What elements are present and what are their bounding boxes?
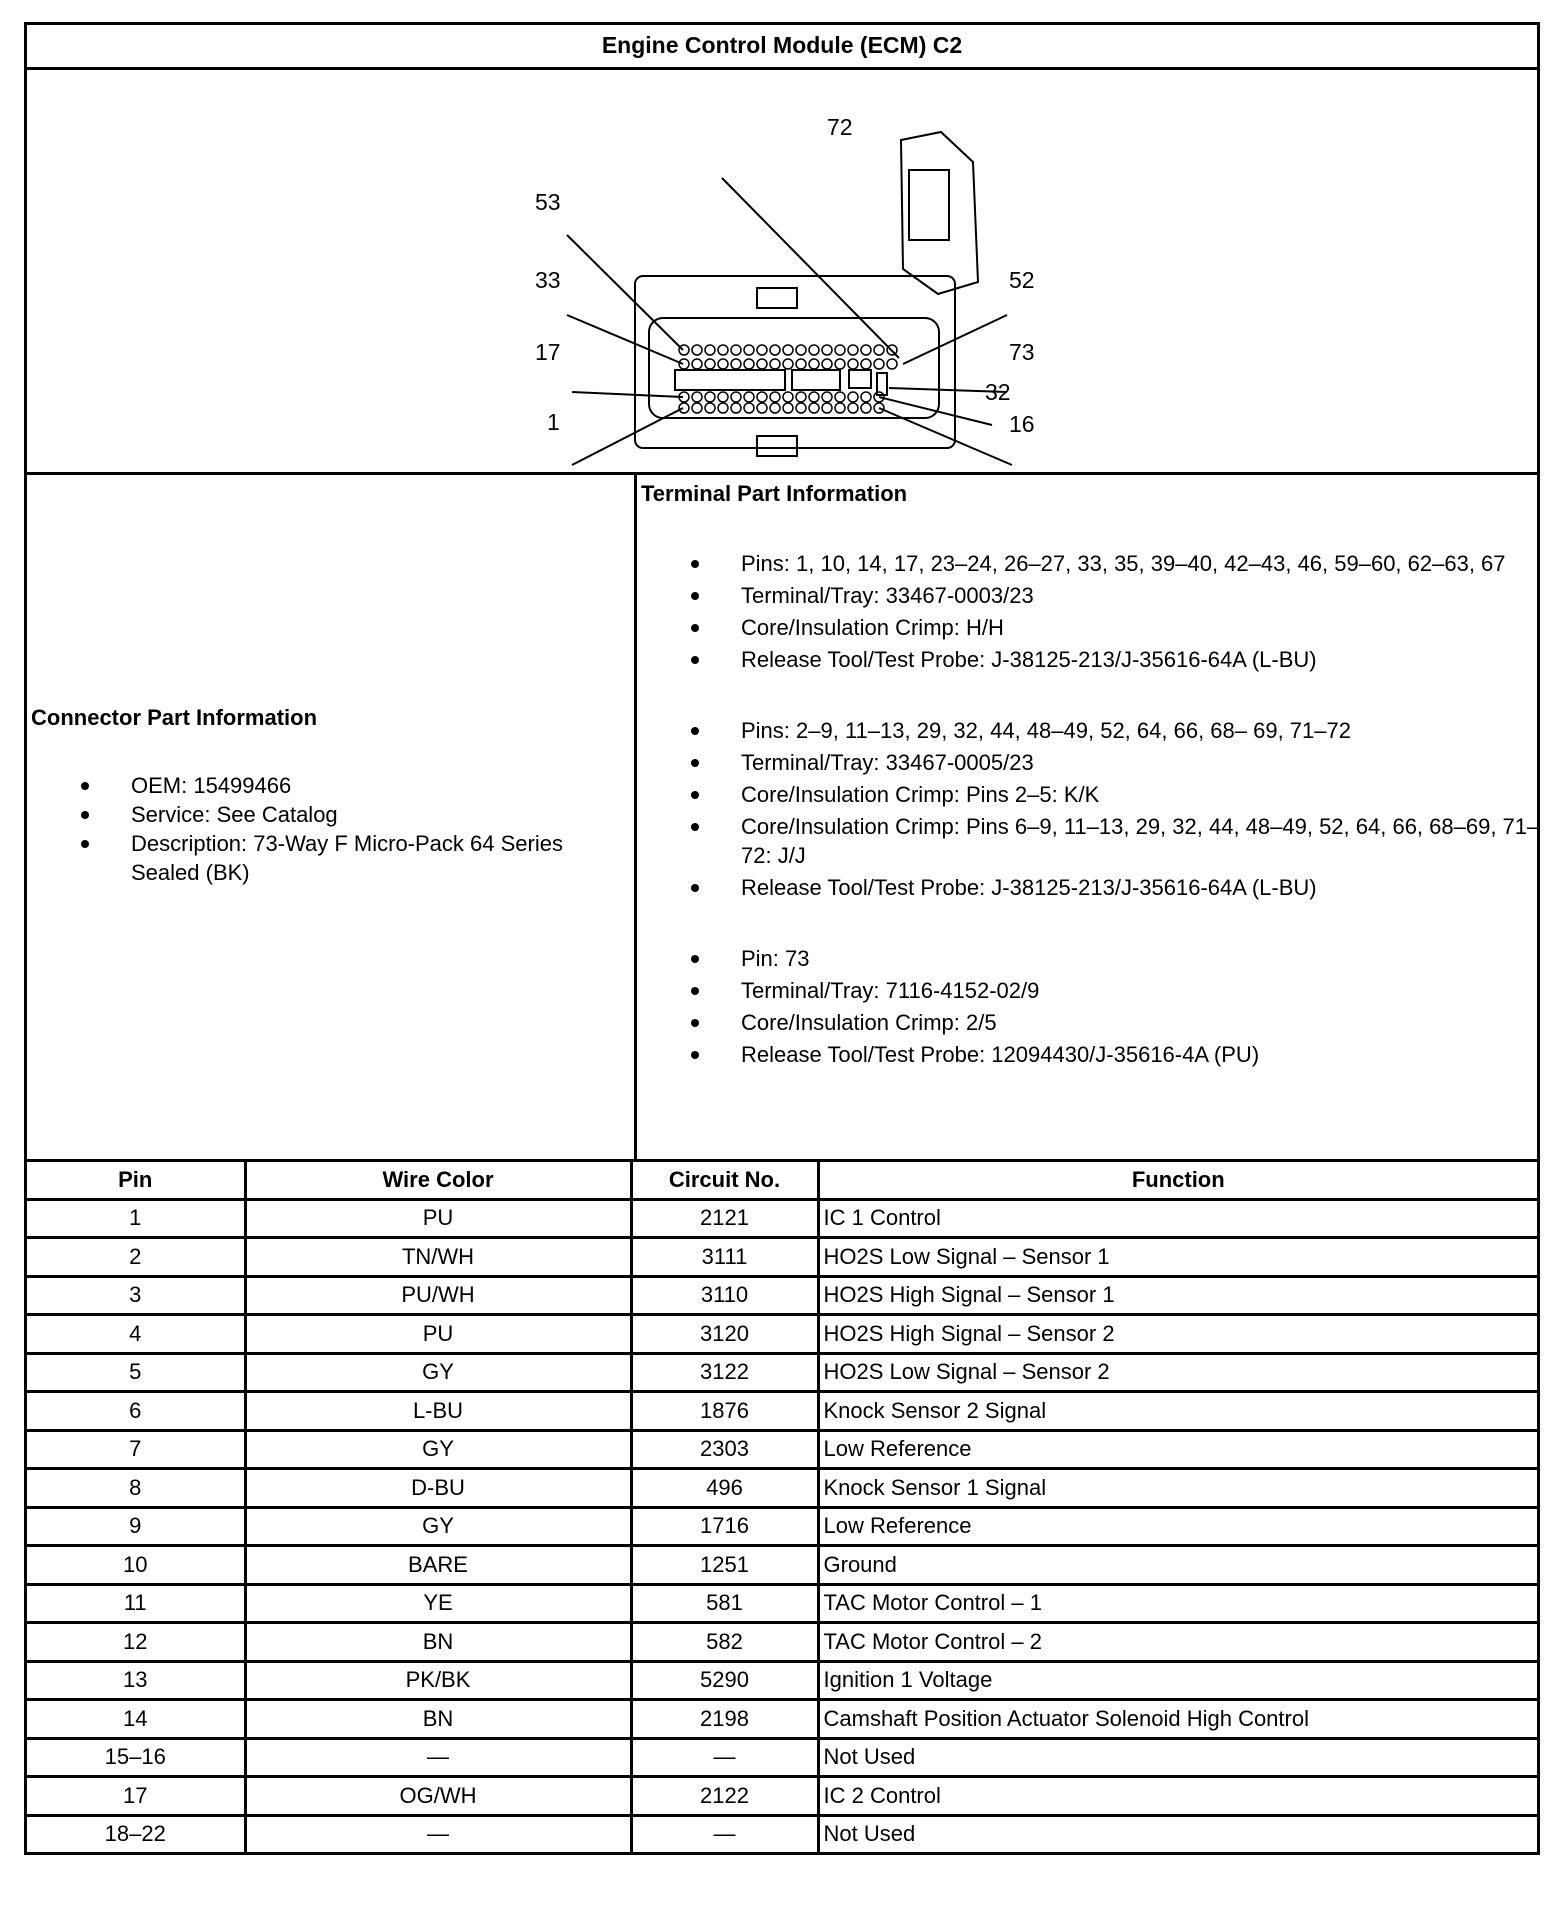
terminal-info-item: Terminal/Tray: 33467-0005/23 (741, 748, 1546, 777)
pin-cavity (731, 392, 741, 402)
pin-cavity (822, 392, 832, 402)
terminal-info-group (741, 944, 1546, 1069)
table-row (27, 1507, 1537, 1546)
pin-cavity (861, 345, 871, 355)
circuit-cell: 2303 (631, 1430, 818, 1469)
col-header-pin: Pin (27, 1162, 245, 1199)
terminal-info-group (741, 549, 1546, 674)
pin-cavity (718, 403, 728, 413)
table-row (27, 1276, 1537, 1315)
pin-cavity (848, 345, 858, 355)
pin-cavity (770, 359, 780, 369)
table-row (27, 1584, 1537, 1623)
pin-cell: 8 (27, 1469, 245, 1508)
pin-cavity (887, 359, 897, 369)
pin-label: 16 (1009, 411, 1035, 437)
pin-label: 53 (535, 189, 561, 215)
pin-cavity (796, 345, 806, 355)
pin-cavity (718, 392, 728, 402)
wire-color-cell: BARE (245, 1546, 631, 1585)
terminal-info-item: Terminal/Tray: 7116-4152-02/9 (741, 976, 1546, 1005)
circuit-cell: 3110 (631, 1276, 818, 1315)
pin-cavity (861, 392, 871, 402)
pin-cavity (744, 359, 754, 369)
wire-color-cell: — (245, 1815, 631, 1852)
table-row (27, 1315, 1537, 1354)
circuit-cell: 3111 (631, 1238, 818, 1277)
connector-info-item: Description: 73-Way F Micro-Pack 64 Series Sealed (BK) (131, 829, 631, 887)
pin-cavity (705, 359, 715, 369)
pin-cavity (744, 403, 754, 413)
pin-cavity (874, 359, 884, 369)
pin-cavity (692, 403, 702, 413)
wire-color-cell: OG/WH (245, 1777, 631, 1816)
function-cell: HO2S Low Signal – Sensor 1 (818, 1238, 1537, 1277)
pin-cavity (848, 392, 858, 402)
terminal-info-heading: Terminal Part Information (641, 481, 908, 506)
col-header-function: Function (818, 1162, 1537, 1199)
terminal-info-item: Release Tool/Test Probe: J-38125-213/J-35616-64A (L-BU) (741, 645, 1546, 674)
wire-color-cell: YE (245, 1584, 631, 1623)
circuit-cell: 3120 (631, 1315, 818, 1354)
pin-cavity (757, 359, 767, 369)
pin-cavity (731, 403, 741, 413)
pin-label: 1 (547, 409, 560, 435)
pin-cell: 4 (27, 1315, 245, 1354)
pin-cavity (783, 392, 793, 402)
pin-cell: 13 (27, 1661, 245, 1700)
terminal-info-item: Pin: 73 (741, 944, 1546, 973)
pin-cavity (770, 345, 780, 355)
function-cell: HO2S High Signal – Sensor 2 (818, 1315, 1537, 1354)
connector-illustration (27, 70, 1537, 472)
connector-info-heading: Connector Part Information (31, 705, 318, 730)
wire-color-cell: L-BU (245, 1392, 631, 1431)
connector-part-info (27, 475, 637, 1159)
pin-cavity (679, 403, 689, 413)
pin-cavity (783, 359, 793, 369)
function-cell: HO2S Low Signal – Sensor 2 (818, 1353, 1537, 1392)
pin-cavity (783, 345, 793, 355)
terminal-info-item: Pins: 1, 10, 14, 17, 23–24, 26–27, 33, 35, 39–40, 42–43, 46, 59–60, 62–63, 67 (741, 549, 1546, 578)
function-cell: Ground (818, 1546, 1537, 1585)
leader-lines (567, 178, 1012, 465)
wire-color-cell: GY (245, 1430, 631, 1469)
circuit-cell: — (631, 1815, 818, 1852)
pin-cavity (731, 359, 741, 369)
pin-cavity (796, 392, 806, 402)
pin-cavity (809, 392, 819, 402)
function-cell: IC 2 Control (818, 1777, 1537, 1816)
function-cell: Knock Sensor 2 Signal (818, 1392, 1537, 1431)
circuit-cell: 1716 (631, 1507, 818, 1546)
pin-cell: 5 (27, 1353, 245, 1392)
circuit-cell: 3122 (631, 1353, 818, 1392)
terminal-part-info (637, 475, 1540, 1159)
connector-info-list (131, 771, 631, 887)
pin-cavity (757, 403, 767, 413)
pin-cell: 7 (27, 1430, 245, 1469)
function-cell: IC 1 Control (818, 1199, 1537, 1238)
pin-cavity (692, 359, 702, 369)
page-title: Engine Control Module (ECM) C2 (27, 25, 1537, 70)
pin-cell: 12 (27, 1623, 245, 1662)
pin-label: 33 (535, 267, 561, 293)
table-row (27, 1469, 1537, 1508)
pin-cavity (718, 359, 728, 369)
pin-cavity (835, 345, 845, 355)
function-cell: Low Reference (818, 1430, 1537, 1469)
pin-cavity (848, 403, 858, 413)
pin-cavity (835, 403, 845, 413)
pin-cavities (679, 345, 897, 413)
pin-cell: 6 (27, 1392, 245, 1431)
table-row (27, 1777, 1537, 1816)
terminal-info-item: Core/Insulation Crimp: Pins 6–9, 11–13, 29, 32, 44, 48–49, 52, 64, 66, 68–69, 71–72: J/J (741, 812, 1546, 870)
pin-cavity (692, 345, 702, 355)
pin-label: 17 (535, 339, 561, 365)
circuit-cell: 1251 (631, 1546, 818, 1585)
table-row (27, 1738, 1537, 1777)
wire-color-cell: — (245, 1738, 631, 1777)
pin-cavity (848, 359, 858, 369)
pin-cavity (796, 403, 806, 413)
pin-cavity (757, 392, 767, 402)
pin-cavity (705, 392, 715, 402)
pin-cavity (822, 345, 832, 355)
connector-diagram (27, 70, 1537, 475)
circuit-cell: 581 (631, 1584, 818, 1623)
pin-label: 32 (985, 379, 1011, 405)
circuit-cell: — (631, 1738, 818, 1777)
terminal-info-item: Release Tool/Test Probe: J-38125-213/J-35616-64A (L-BU) (741, 873, 1546, 902)
circuit-cell: 496 (631, 1469, 818, 1508)
function-cell: Low Reference (818, 1507, 1537, 1546)
connector-end-view-document (24, 22, 1540, 1855)
pin-cell: 9 (27, 1507, 245, 1546)
pin-cell: 15–16 (27, 1738, 245, 1777)
table-row (27, 1546, 1537, 1585)
pin-cell: 1 (27, 1199, 245, 1238)
wire-color-cell: D-BU (245, 1469, 631, 1508)
col-header-wire-color: Wire Color (245, 1162, 631, 1199)
pin-cell: 14 (27, 1700, 245, 1739)
pin-cavity (705, 403, 715, 413)
circuit-cell: 2121 (631, 1199, 818, 1238)
function-cell: Not Used (818, 1738, 1537, 1777)
terminal-info-item: Core/Insulation Crimp: H/H (741, 613, 1546, 642)
pin-label: 52 (1009, 267, 1035, 293)
pin-cavity (835, 359, 845, 369)
pin-cavity (874, 345, 884, 355)
wire-color-cell: PU (245, 1199, 631, 1238)
pin-cavity (822, 359, 832, 369)
pinout-table (27, 1162, 1537, 1852)
function-cell: Camshaft Position Actuator Solenoid High Control (818, 1700, 1537, 1739)
table-row (27, 1430, 1537, 1469)
pin-cavity (770, 392, 780, 402)
table-row (27, 1199, 1537, 1238)
pin-cavity (822, 403, 832, 413)
pin-cavity (861, 359, 871, 369)
terminal-info-group (741, 716, 1546, 902)
pin-cavity (783, 403, 793, 413)
pin-cavity (718, 345, 728, 355)
pin-cavity (861, 403, 871, 413)
wire-color-cell: BN (245, 1700, 631, 1739)
pin-cavity (731, 345, 741, 355)
pin-cavity (809, 345, 819, 355)
terminal-info-item: Core/Insulation Crimp: Pins 2–5: K/K (741, 780, 1546, 809)
wire-color-cell: PU/WH (245, 1276, 631, 1315)
circuit-cell: 5290 (631, 1661, 818, 1700)
pin-cell: 17 (27, 1777, 245, 1816)
pin-cavity (692, 392, 702, 402)
terminal-info-item: Core/Insulation Crimp: 2/5 (741, 1008, 1546, 1037)
pin-cavity (770, 403, 780, 413)
pin-cell: 3 (27, 1276, 245, 1315)
table-row (27, 1623, 1537, 1662)
terminal-info-item: Terminal/Tray: 33467-0003/23 (741, 581, 1546, 610)
circuit-cell: 2198 (631, 1700, 818, 1739)
col-header-circuit: Circuit No. (631, 1162, 818, 1199)
circuit-cell: 582 (631, 1623, 818, 1662)
pin-label: 72 (827, 114, 853, 140)
connector-info-item: OEM: 15499466 (131, 771, 631, 800)
function-cell: Ignition 1 Voltage (818, 1661, 1537, 1700)
pin-cavity (796, 359, 806, 369)
table-row (27, 1238, 1537, 1277)
wire-color-cell: TN/WH (245, 1238, 631, 1277)
pin-cavity (809, 403, 819, 413)
pin-cavity (757, 345, 767, 355)
function-cell: Knock Sensor 1 Signal (818, 1469, 1537, 1508)
pin-label: 73 (1009, 339, 1035, 365)
pin-cell: 18–22 (27, 1815, 245, 1852)
terminal-info-item: Pins: 2–9, 11–13, 29, 32, 44, 48–49, 52, 64, 66, 68– 69, 71–72 (741, 716, 1546, 745)
pin-cavity (744, 345, 754, 355)
table-row (27, 1700, 1537, 1739)
wire-color-cell: PK/BK (245, 1661, 631, 1700)
pin-cell: 10 (27, 1546, 245, 1585)
circuit-cell: 2122 (631, 1777, 818, 1816)
connector-info-item: Service: See Catalog (131, 800, 631, 829)
circuit-cell: 1876 (631, 1392, 818, 1431)
pin-cell: 2 (27, 1238, 245, 1277)
wire-color-cell: GY (245, 1353, 631, 1392)
function-cell: HO2S High Signal – Sensor 1 (818, 1276, 1537, 1315)
wire-color-cell: BN (245, 1623, 631, 1662)
table-row (27, 1353, 1537, 1392)
pin-cavity (809, 359, 819, 369)
pin-cavity (744, 392, 754, 402)
terminal-info-item: Release Tool/Test Probe: 12094430/J-35616-4A (PU) (741, 1040, 1546, 1069)
table-row (27, 1661, 1537, 1700)
pin-cell: 11 (27, 1584, 245, 1623)
table-row (27, 1815, 1537, 1852)
table-row (27, 1392, 1537, 1431)
wire-color-cell: PU (245, 1315, 631, 1354)
function-cell: TAC Motor Control – 1 (818, 1584, 1537, 1623)
wire-color-cell: GY (245, 1507, 631, 1546)
pin-cavity (835, 392, 845, 402)
function-cell: Not Used (818, 1815, 1537, 1852)
function-cell: TAC Motor Control – 2 (818, 1623, 1537, 1662)
pin-cavity (705, 345, 715, 355)
